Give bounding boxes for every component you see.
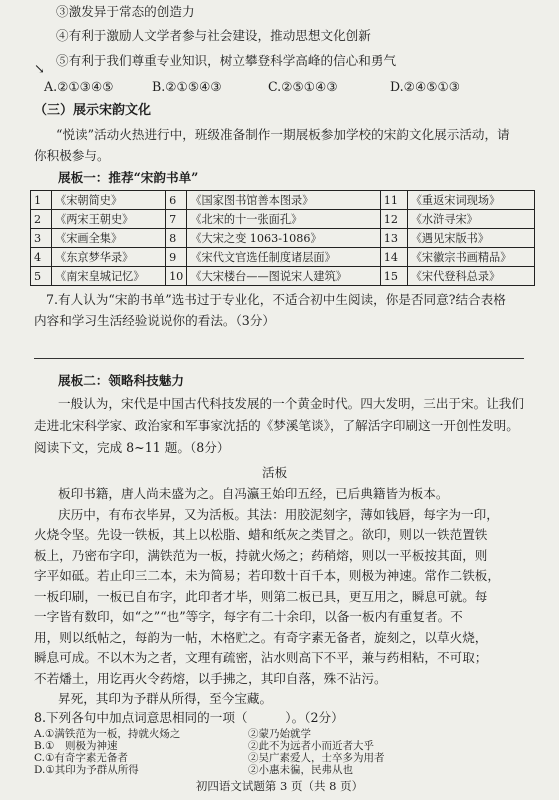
q7-line-2: 内容和学习生活经验说说你的看法。（3分） [34,313,275,328]
table-cell: 《国家图书馆善本图录》 [187,191,380,210]
q6-option-a: A.②①③④⑤ [44,79,114,94]
table-cell: 《南宋皇城记忆》 [52,267,166,286]
passage-line: 用，则以纸帖之，每韵为一帖，木格贮之。有奇字素无备者，旋刻之，以草火烧， [34,629,488,645]
table-cell: 《宋代文官选任制度诸层面》 [187,248,380,267]
table-row [31,210,535,229]
board-2-intro-line-1: 一般认为，宋代是中国古代科技发展的一个黄金时代。四大发明，三出于宋。让我们 [58,396,524,411]
passage-line: 字平如砥。若止印三二本，未为简易；若印数十百千本，则极为神速。常作二铁板， [34,568,500,583]
q8-option-b-part1: B.① 则极为神速 [34,740,118,752]
table-cell: 9 [166,248,187,267]
q8-option-d-part2: ②小惠未徧，民弗从也 [248,764,353,776]
handwritten-check-mark: ↘ [34,62,45,77]
page-footer: 初四语文试题第 3 页（共 8 页） [195,779,364,793]
passage-title: 活板 [262,465,288,480]
q7-line-1: 7.有人认为“宋韵书单”选书过于专业化，不适合初中生阅读，你是否同意?结合表格 [46,292,506,307]
table-cell: 14 [380,248,407,267]
table-cell: 8 [166,229,187,248]
table-cell: 15 [380,267,407,286]
table-cell: 《东京梦华录》 [52,248,166,267]
table-cell: 《重返宋词现场》 [407,191,534,210]
table-cell: 6 [166,191,187,210]
table-cell: 《宋徽宗书画精品》 [407,248,534,267]
section-3-title: （三）展示宋韵文化 [34,103,152,118]
section-3-intro-line-1: “悦读”活动火热进行中，班级准备制作一期展板参加学校的宋韵文化展示活动，请 [56,127,510,142]
table-cell: 1 [31,191,52,210]
table-cell: 《两宋王朝史》 [52,210,166,229]
q8-stem: 8.下列各句中加点词意思相同的一项（ ）。（2分） [34,710,344,725]
table-cell: 《大宋楼台——图说宋人建筑》 [187,267,380,286]
table-cell: 13 [380,229,407,248]
section-3-intro-line-2: 你积极参与。 [34,148,110,163]
table-cell: 《宋代登科总录》 [407,267,534,286]
q6-option-d: D.②④⑤①③ [390,79,461,94]
q8-option-d-part1: D.①其印为予群从所得 [34,764,139,776]
table-cell: 5 [31,267,52,286]
q6-options [44,79,460,95]
passage-line: 庆历中，有布衣毕昇，又为活板。其法：用胶泥刻字，薄如钱唇，每字为一印， [58,506,499,522]
table-cell: 4 [31,248,52,267]
table-cell: 7 [166,210,187,229]
passage-line: 火烧令坚。先设一铁板，其上以松脂、蜡和纸灰之类冒之。欲印，则以一铁范置铁 [34,527,488,542]
passage-line: 不若燔土，用讫再火令药熔，以手拂之，其印自落，殊不沾污。 [34,670,387,686]
item-4: ④有利于激励人文学者参与社会建设，推动思想文化创新 [56,28,371,43]
q8-option-a-part2: ②蒙乃始就学 [248,728,311,740]
board-2-intro-line-3: 阅读下文，完成 8~11 题。（8分） [34,440,230,455]
table-cell: 《大宋之变 1063-1086》 [187,229,380,248]
table-cell: 《水浒寻宋》 [407,210,534,229]
table-row [31,248,535,267]
table-cell: 《宋画全集》 [52,229,166,248]
board-2-title: 展板二：领略科技魅力 [58,373,184,388]
item-5: ⑤有利于我们尊重专业知识，树立攀登科学高峰的信心和勇气 [56,53,397,68]
q8-option-c-part2: ②吴广素爱人，士卒多为用者 [248,752,385,764]
answer-line [34,358,524,359]
item-3: ③激发异于常态的创造力 [56,4,195,19]
table-cell: 《遇见宋版书》 [407,229,534,248]
q6-option-b: B.②①⑤④③ [152,79,222,94]
book-list-table [30,190,535,286]
passage-line: 昇死，其印为予群从所得，至今宝藏。 [58,691,273,706]
table-row [31,191,535,210]
table-cell: 《宋朝简史》 [52,191,166,210]
passage-line: 瞬息可成。不以木为之者，文理有疏密，沾水则高下不平，兼与药相粘，不可取； [34,650,488,665]
table-cell: 2 [31,210,52,229]
table-cell: 11 [380,191,407,210]
q6-option-c: C.②⑤①④③ [268,79,338,94]
passage-line: 板印书籍，唐人尚未盛为之。自冯瀛王始印五经，已后典籍皆为板本。 [58,486,449,501]
table-cell: 3 [31,229,52,248]
table-cell: 《北宋的十一张面孔》 [187,210,380,229]
table-cell: 12 [380,210,407,229]
q8-option-c-part1: C.①有奇字素无备者 [34,752,128,764]
board-2-intro-line-2: 走进北宋科学家、政治家和军事家沈括的《梦溪笔谈》，了解活字印刷这一开创性发明。 [34,418,519,433]
table-cell: 10 [166,267,187,286]
table-row [31,229,535,248]
passage-line: 板上，乃密布字印，满铁范为一板，持就火炀之；药稍熔，则以一平板按其面，则 [34,547,488,563]
q8-option-b-part2: ②此不为远者小而近者大乎 [248,740,374,752]
board-1-title: 展板一：推荐“宋韵书单” [58,170,199,185]
table-row [31,267,535,286]
passage-line: 一板印刷，一板已自布字，此印者才毕，则第二板已具，更互用之，瞬息可就。每 [34,588,488,604]
passage-line: 一字皆有数印，如“之”“也”等字，每字有二十余印，以备一板内有重复者。不 [34,609,463,624]
q8-option-a-part1: A.①满铁范为一板，持就火炀之 [34,728,181,740]
